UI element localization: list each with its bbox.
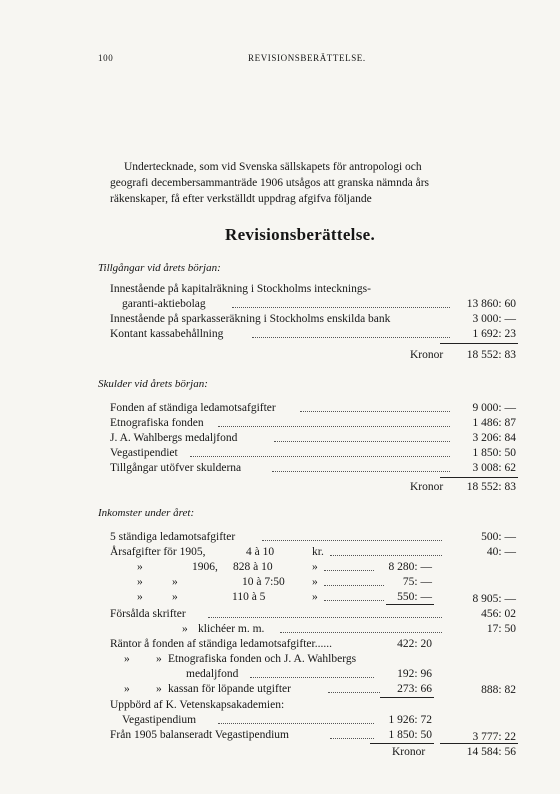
income-subamount: 1 850: 50 <box>388 729 432 741</box>
income-rate: 828 à 10 <box>233 561 273 573</box>
debt-amount: 1 486: 87 <box>472 417 516 429</box>
income-label: Etnografiska fonden och J. A. Wahlbergs <box>168 653 357 665</box>
ditto-mark: » <box>172 576 178 588</box>
leader-dots <box>262 540 442 541</box>
debt-amount: 3 206: 84 <box>472 432 516 444</box>
debt-label: Vegastipendiet <box>110 447 178 459</box>
income-amount: 888: 82 <box>481 684 516 696</box>
debt-label: Fonden af ständiga ledamotsafgifter <box>110 402 276 414</box>
income-label: Uppbörd af K. Vetenskapsakademien: <box>110 699 285 711</box>
sum-rule <box>440 477 518 478</box>
total-label: Kronor <box>392 746 426 758</box>
intro-line: räkenskaper, få efter verkställdt uppdrag afgifva följande <box>110 193 372 205</box>
debt-label: Tillgångar utöfver skulderna <box>110 462 242 474</box>
ditto-mark: » <box>137 576 143 588</box>
income-label: medaljfond <box>186 668 239 680</box>
income-subamount: 192: 96 <box>397 668 432 680</box>
debt-amount: 3 008: 62 <box>472 462 516 474</box>
income-subamount: 273: 66 <box>397 683 432 695</box>
leader-dots <box>330 555 442 556</box>
leader-dots <box>300 411 450 412</box>
leader-dots <box>274 441 450 442</box>
total-label: Kronor <box>410 349 444 361</box>
income-amount: 3 777: 22 <box>472 731 516 743</box>
income-unit: kr. <box>312 546 324 558</box>
leader-dots <box>252 337 450 338</box>
income-total: 14 584: 56 <box>466 746 516 758</box>
debts-heading: Skulder vid årets början: <box>98 378 208 390</box>
income-amount: 40: — <box>486 546 516 558</box>
assets-heading: Tillgångar vid årets början: <box>98 262 221 274</box>
leader-dots <box>208 617 442 618</box>
ditto-mark: » <box>312 576 318 588</box>
income-subamount: 550: — <box>397 591 432 603</box>
ditto-mark: » <box>156 683 162 695</box>
income-heading: Inkomster under året: <box>98 507 195 519</box>
ditto-mark: » <box>312 591 318 603</box>
debt-amount: 9 000: — <box>472 402 516 414</box>
income-amount: 456: 02 <box>481 608 516 620</box>
leader-dots <box>218 426 450 427</box>
leader-dots <box>330 738 374 739</box>
asset-amount: 1 692: 23 <box>472 328 516 340</box>
income-year: 1906, <box>192 561 218 573</box>
income-subamount: 75: — <box>402 576 432 588</box>
sum-rule <box>380 697 434 698</box>
ditto-mark: » <box>124 683 130 695</box>
leader-dots <box>280 632 442 633</box>
income-label: Försålda skrifter <box>110 608 186 620</box>
leader-dots <box>324 570 374 571</box>
asset-line: Innestående på sparkasseräkning i Stockholms enskilda bank <box>110 313 391 325</box>
asset-line: Kontant kassabehållning <box>110 328 224 340</box>
debt-label: Etnografiska fonden <box>110 417 204 429</box>
sum-rule <box>440 743 518 744</box>
sum-rule <box>370 743 434 744</box>
ditto-mark: » <box>172 591 178 603</box>
debt-amount: 1 850: 50 <box>472 447 516 459</box>
debt-label: J. A. Wahlbergs medaljfond <box>110 432 238 444</box>
asset-amount: 3 000: — <box>472 313 516 325</box>
income-rate: 10 à 7:50 <box>242 576 285 588</box>
document-title: Revisionsberättelse. <box>225 225 376 244</box>
income-amount: 8 905: — <box>472 593 516 605</box>
ditto-mark: » <box>124 653 130 665</box>
income-label: klichéer m. m. <box>198 623 265 635</box>
asset-amount: 13 860: 60 <box>466 298 516 310</box>
ditto-mark: » <box>137 591 143 603</box>
sum-rule <box>440 343 518 344</box>
leader-dots <box>250 677 374 678</box>
leader-dots <box>232 307 450 308</box>
income-subamount: 8 280: — <box>388 561 432 573</box>
leader-dots <box>272 471 450 472</box>
income-amount: 500: — <box>481 531 516 543</box>
ditto-mark: » <box>312 561 318 573</box>
leader-dots <box>218 723 374 724</box>
income-amount: 17: 50 <box>486 623 516 635</box>
asset-line: Innestående på kapitalräkning i Stockholms intecknings- <box>110 283 371 295</box>
income-label: Årsafgifter för 1905, <box>110 546 206 558</box>
income-subamount: 1 926: 72 <box>388 714 432 726</box>
income-subamount: 422: 20 <box>397 638 432 650</box>
intro-line: Undertecknade, som vid Svenska sällskapets för antropologi och <box>124 161 422 173</box>
asset-line: garanti-aktiebolag <box>122 298 206 310</box>
running-title: REVISIONSBERÄTTELSE. <box>248 53 366 63</box>
income-label: Räntor å fonden af ständiga ledamotsafgifter...... <box>110 638 332 650</box>
total-label: Kronor <box>410 481 444 493</box>
ditto-mark: » <box>182 623 188 635</box>
income-label: 5 ständiga ledamotsafgifter <box>110 531 236 543</box>
income-label: Vegastipendium <box>122 714 197 726</box>
sum-rule <box>386 604 434 605</box>
page-number: 100 <box>98 53 114 63</box>
assets-total: 18 552: 83 <box>466 349 516 361</box>
intro-line: geografi decembersammanträde 1906 utsågos att granska nämnda års <box>110 177 430 189</box>
debts-total: 18 552: 83 <box>466 481 516 493</box>
ditto-mark: » <box>156 653 162 665</box>
income-label: kassan för löpande utgifter <box>168 683 291 695</box>
income-rate: 4 à 10 <box>246 546 275 558</box>
income-rate: 110 à 5 <box>232 591 266 603</box>
income-label: Från 1905 balanseradt Vegastipendium <box>110 729 289 741</box>
leader-dots <box>190 456 450 457</box>
ditto-mark: » <box>137 561 143 573</box>
